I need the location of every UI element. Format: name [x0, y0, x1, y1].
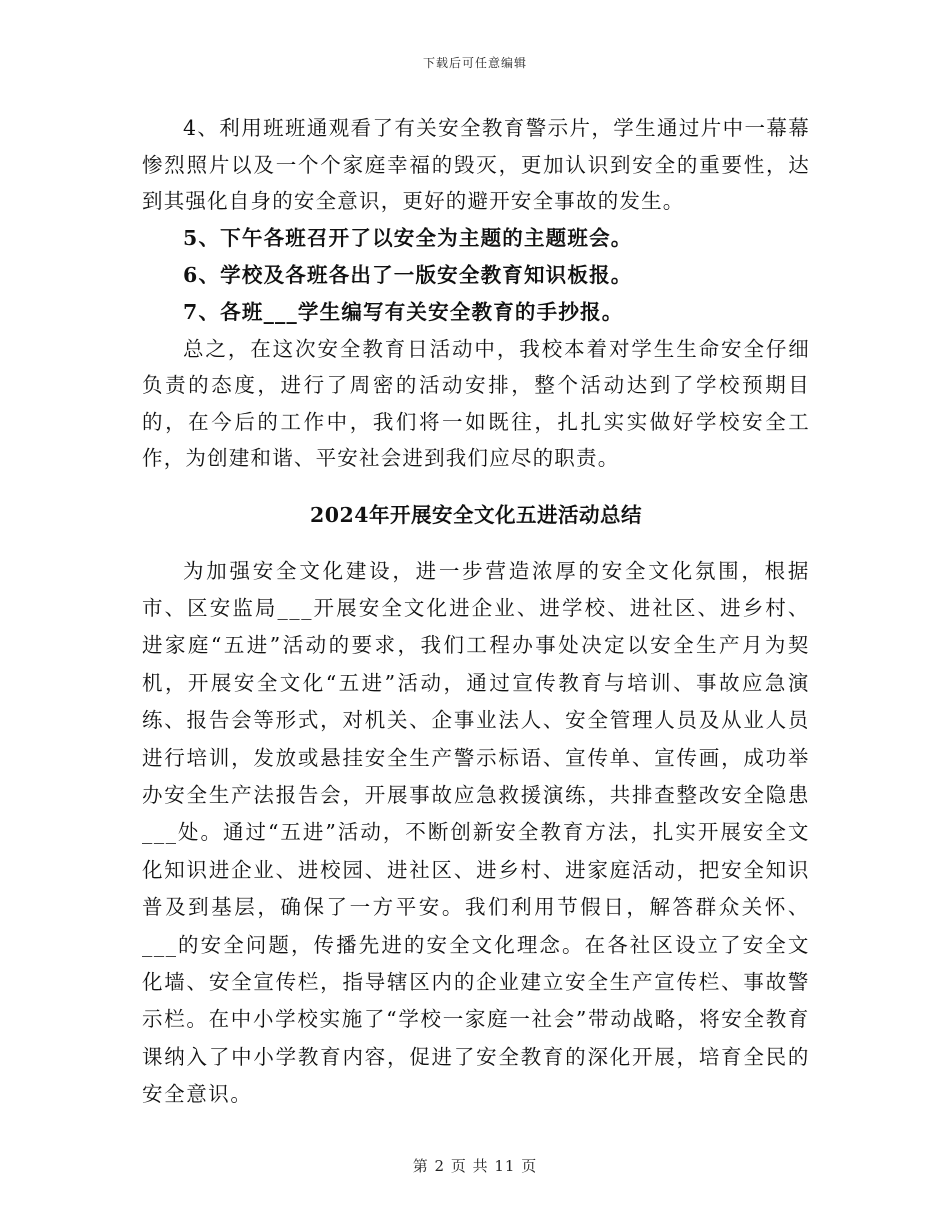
document-content	[142, 110, 810, 1114]
section-title: 2024年开展安全文化五进活动总结	[309, 502, 643, 527]
list-item-4: 4、利用班班通观看了有关安全教育警示片，学生通过片中一幕幕惨烈照片以及一个个家庭幸福的毁灭，更加认识到安全的重要性，达到其强化自身的安全意识，更好的避开安全事故的发生。	[142, 116, 810, 213]
header-note: 下载后可任意编辑	[422, 56, 527, 70]
list-item-5: 5、下午各班召开了以安全为主题的主题班会。	[183, 225, 633, 250]
section-body-paragraph: 为加强安全文化建设，进一步营造浓厚的安全文化氛围，根据市、区安监局___开展安全文化进企业、进学校、进社区、进乡村、进家庭“五进”活动的要求，我们工程办事处决定以安全生产月为契机，开展安全文化“五进”活动，通过宣传教育与培训、事故应急演练、报告会等形式，对机关、企事业法人、安全管理人员及从业人员进行培训，发放或悬挂安全生产警示标语、宣传单、宣传画，成功举办安全生产法报告会，开展事故应急救援演练，共排查整改安全隐患___处。通过“五进”活动，不断创新安全教育方法，扎实开展安全文化知识进企业、进校园、进社区、进乡村、进家庭活动，把安全知识普及到基层，确保了一方平安。我们利用节假日，解答群众关怀、___的安全问题，传播先进的安全文化理念。在各社区设立了安全文化墙、安全宣传栏，指导辖区内的企业建立安全生产宣传栏、事故警示栏。在中小学校实施了“学校一家庭一社会”带动战略，将安全教育课纳入了中小学教育内容，促进了安全教育的深化开展，培育全民的安全意识。	[142, 558, 810, 1107]
list-item-6: 6、学校及各班各出了一版安全教育知识板报。	[183, 262, 633, 287]
list-item-7: 7、各班___学生编写有关安全教育的手抄报。	[183, 299, 624, 324]
summary-paragraph: 总之，在这次安全教育日活动中，我校本着对学生生命安全仔细负责的态度，进行了周密的活动安排，整个活动达到了学校预期目的，在今后的工作中，我们将一如既往，扎扎实实做好学校安全工作，为创建和谐、平安社会进到我们应尽的职责。	[142, 336, 810, 470]
page-number: 第 2 页 共 11 页	[412, 1157, 538, 1175]
